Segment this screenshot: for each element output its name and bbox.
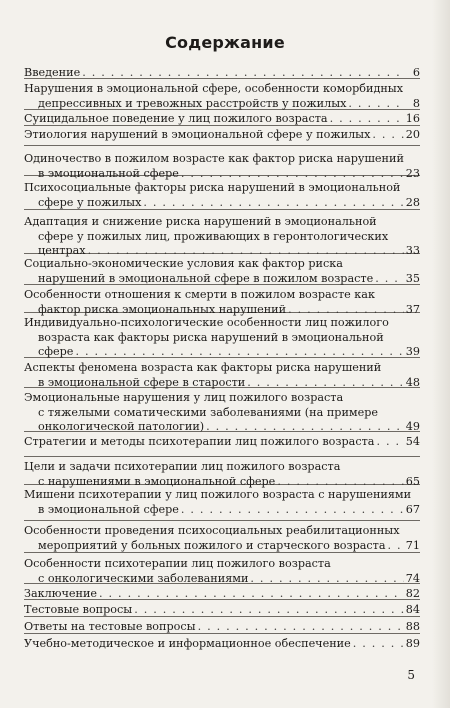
dot-leader: [288, 303, 404, 318]
toc-entry-line: Психосоциальные факторы риска нарушений в эмоциональной: [24, 181, 401, 194]
toc-entry-line: Суицидальное поведение у лиц пожилого возраста: [24, 112, 328, 125]
entry-divider: [24, 456, 420, 457]
toc-entry-last-line: [24, 503, 420, 518]
toc-entry-line: Аспекты феномена возраста как факторы риска нарушений: [24, 361, 382, 374]
toc-entry-line: Индивидуально-психологические особенности лиц пожилого: [24, 316, 389, 329]
toc-entry-line: сфере у пожилых лиц, проживающих в геронтологических: [38, 229, 389, 243]
toc-entry-page: 28: [405, 195, 420, 209]
toc-entry-line: возраста как факторы риска нарушений в эмоциональной: [38, 330, 384, 344]
toc-entry-last-line: [24, 376, 420, 391]
dot-leader: [143, 196, 403, 211]
toc-entry[interactable]: [24, 316, 420, 360]
toc-entry-line: с нарушениями в эмоциональной сфере: [38, 474, 276, 488]
toc-entry[interactable]: [24, 557, 420, 586]
toc-entry-line: онкологической патологии): [38, 420, 205, 433]
entry-divider: [24, 520, 420, 521]
dot-leader: [388, 539, 404, 554]
toc-entry-line: Стратегии и методы психотерапии лиц пожилого возраста: [24, 435, 375, 448]
dot-leader: [348, 97, 404, 112]
toc-entry-line: в эмоциональной сфере в старости: [38, 375, 246, 389]
toc-entry-line: сфере: [38, 345, 74, 358]
toc-entry-line: фактор риска эмоциональных нарушений: [38, 302, 287, 316]
dot-leader: [376, 435, 403, 450]
toc-entry[interactable]: [24, 620, 420, 635]
toc-entry-line: Эмоциональные нарушения у лиц пожилого возраста: [24, 391, 344, 404]
toc-entry-last-line: [24, 420, 420, 435]
toc-entry[interactable]: [24, 524, 420, 553]
toc-entry-line: Ответы на тестовые вопросы: [24, 620, 196, 633]
toc-entry-line: Мишени психотерапии у лиц пожилого возраста с нарушениями: [24, 488, 412, 501]
toc-entry-last-line: [24, 167, 420, 182]
toc-entry-last-line: [24, 345, 420, 360]
toc-entry-line: Нарушения в эмоциональной сфере, особенности коморбидных: [24, 82, 404, 95]
toc-entry-last-line: [24, 66, 420, 81]
toc-entry[interactable]: [24, 181, 420, 210]
dot-leader: [277, 475, 403, 490]
toc-entry[interactable]: [24, 587, 420, 602]
toc-entry-line: Учебно-методическое и информационное обеспечение: [24, 637, 351, 650]
toc-entry-page: 49: [405, 420, 420, 433]
toc-entry-page: 23: [405, 166, 420, 180]
toc-entry-line: Этиология нарушений в эмоциональной сфере у пожилых: [24, 128, 371, 141]
toc-entry-last-line: [24, 637, 420, 652]
toc-entry-last-line: [24, 603, 420, 618]
toc-entry-page: 35: [405, 271, 420, 285]
toc-entry-page: 39: [405, 345, 420, 358]
dot-leader: [134, 603, 404, 618]
toc-entry[interactable]: [24, 435, 420, 450]
toc-entry-page: 6: [412, 66, 420, 79]
dot-leader: [375, 272, 404, 287]
dot-leader: [99, 587, 404, 602]
toc-entry-line: нарушений в эмоциональной сфере в пожилом возрасте: [38, 271, 374, 285]
toc-entry-last-line: [24, 303, 420, 318]
toc-entry[interactable]: [24, 603, 420, 618]
dot-leader: [181, 503, 404, 518]
toc-entry-line: Цели и задачи психотерапии лиц пожилого возраста: [24, 460, 341, 473]
toc-entry[interactable]: [24, 82, 420, 111]
dot-leader: [330, 112, 404, 127]
toc-entry-line: с онкологическими заболеваниями: [38, 571, 249, 585]
toc-entry-line: сфере у пожилых: [38, 195, 142, 209]
dot-leader: [372, 128, 403, 143]
toc-entry-last-line: [24, 539, 420, 554]
toc-entry-line: депрессивных и тревожных расстройств у пожилых: [38, 96, 347, 110]
toc-entry-line: Адаптация и снижение риска нарушений в эмоциональной: [24, 215, 377, 228]
toc-entry[interactable]: [24, 391, 420, 435]
toc-entry[interactable]: [24, 361, 420, 390]
toc-entry-line: с тяжелыми соматическими заболеваниями (на примере: [38, 405, 379, 419]
dot-leader: [353, 637, 404, 652]
toc-entry-line: Заключение: [24, 587, 98, 600]
toc-entry-last-line: [24, 97, 420, 112]
toc-entry-page: 65: [405, 474, 420, 488]
toc-entry-last-line: [24, 620, 420, 635]
toc-entry-line: мероприятий у больных пожилого и старческого возраста: [38, 538, 386, 552]
toc-entry-page: 67: [405, 502, 420, 516]
dot-leader: [247, 376, 404, 391]
toc-entry-last-line: [24, 112, 420, 127]
toc-entry-page: 82: [405, 587, 420, 600]
toc-entry-page: 8: [412, 96, 420, 110]
toc-entry-line: центрах: [38, 244, 86, 257]
dot-leader: [82, 66, 404, 81]
toc-entry-line: Социально-экономические условия как фактор риска: [24, 257, 343, 270]
toc-entry-line: Особенности психотерапии лиц пожилого возраста: [24, 557, 331, 570]
toc-entry-page: 37: [405, 302, 420, 316]
toc-entry-last-line: [24, 128, 420, 143]
toc-entry-page: 88: [405, 620, 420, 633]
toc-entry[interactable]: [24, 257, 420, 286]
toc-entry-last-line: [24, 475, 420, 490]
toc-entry[interactable]: [24, 288, 420, 317]
toc-entry[interactable]: [24, 637, 420, 652]
toc-entry-page: 16: [405, 112, 420, 125]
toc-entry-line: Особенности проведения психосоциальных реабилитационных: [24, 524, 400, 537]
dot-leader: [75, 345, 403, 360]
toc-entry-page: 20: [405, 128, 420, 141]
toc-entry-line: в эмоциональной сфере: [38, 166, 179, 180]
page-number: 5: [407, 668, 415, 682]
dot-leader: [250, 572, 403, 587]
toc-entry[interactable]: [24, 460, 420, 489]
toc-entry-last-line: [24, 272, 420, 287]
page-title: Содержание: [165, 33, 285, 52]
toc-entry[interactable]: [24, 215, 420, 259]
dot-leader: [181, 167, 404, 182]
entry-divider: [24, 145, 420, 146]
dot-leader: [206, 420, 404, 435]
toc-entry-page: 33: [405, 244, 420, 257]
toc-entry-last-line: [24, 587, 420, 602]
toc-entry-line: Тестовые вопросы: [24, 603, 133, 616]
toc-entry[interactable]: [24, 112, 420, 127]
toc-entry[interactable]: [24, 152, 420, 181]
toc-entry-page: 74: [405, 571, 420, 585]
page-edge-shadow: [432, 0, 450, 708]
toc-entry-last-line: [24, 572, 420, 587]
toc-entry-line: в эмоциональной сфере: [38, 502, 179, 516]
toc-entry-line: Особенности отношения к смерти в пожилом возрасте как: [24, 288, 375, 301]
dot-leader: [198, 620, 404, 635]
toc-entry-line: Одиночество в пожилом возрасте как фактор риска нарушений: [24, 152, 404, 165]
toc-entry[interactable]: [24, 488, 420, 517]
toc-entry-page: 89: [405, 637, 420, 650]
toc-entry-page: 48: [405, 375, 420, 389]
toc-entry[interactable]: [24, 128, 420, 143]
toc-entry-page: 84: [405, 603, 420, 616]
toc-entry-last-line: [24, 196, 420, 211]
toc-entry[interactable]: [24, 66, 420, 81]
toc-entry-page: 71: [405, 538, 420, 552]
toc-entry-last-line: [24, 435, 420, 450]
toc-entry-page: 54: [405, 435, 420, 448]
toc-entry-line: Введение: [24, 66, 81, 79]
